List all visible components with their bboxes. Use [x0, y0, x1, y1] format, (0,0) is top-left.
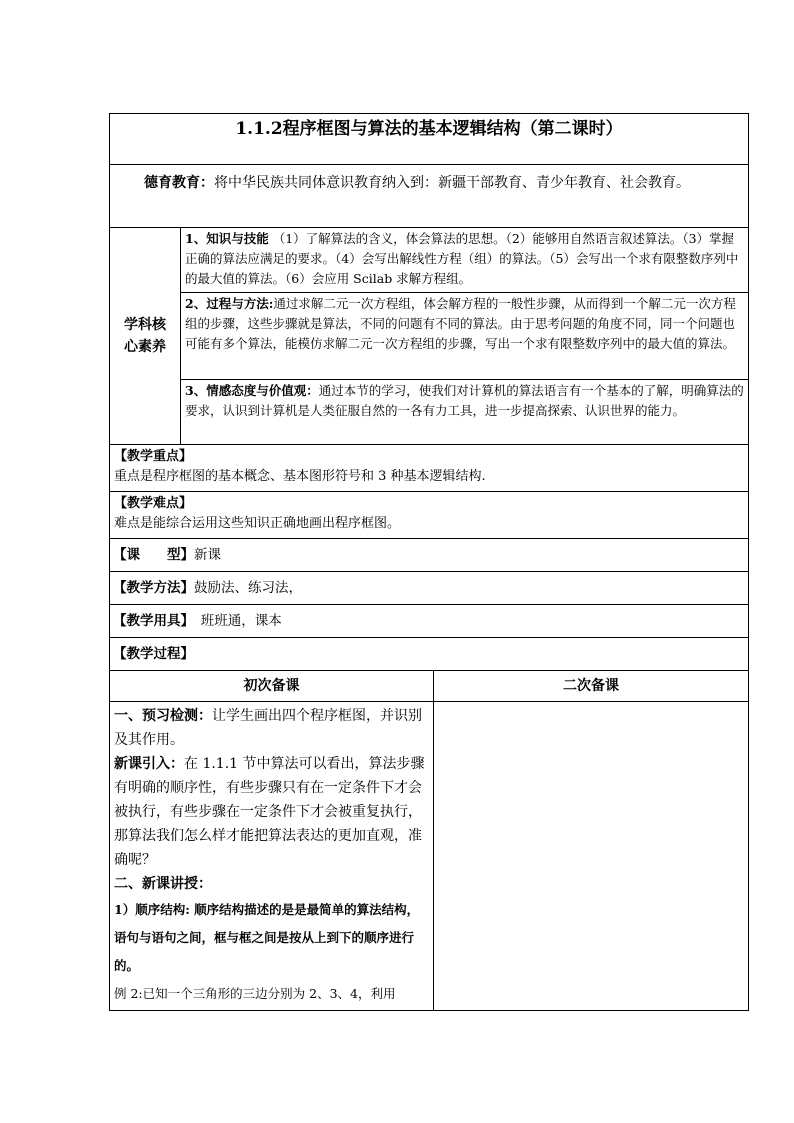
moral-education-text: 将中华民族共同体意识教育纳入到：新疆干部教育、青少年教育、社会教育。 — [214, 175, 690, 191]
process-method-text: 通过求解二元一次方程组，体会解方程的一般性步骤，从而得到一个解二元一次方程组的步骤，这些步骤就是算法，不同的问题有不同的算法。由于思考问题的角度不同，同一个问题也可能有多个算法，能模仿求解二元一次方程组的步骤，写出一个求有限整数序列中的最大值的算法。 — [185, 296, 736, 351]
emotion-values-label: 3、情感态度与价值观： — [185, 383, 319, 398]
teaching-tools-label: 【教学用具】 — [113, 613, 188, 629]
teaching-difficulty — [110, 492, 749, 539]
teaching-tools — [110, 605, 749, 638]
preview-check-label: 一、预习检测： — [114, 708, 212, 724]
teaching-method-label: 【教学方法】 — [113, 580, 194, 596]
introduction-label: 新课引入： — [114, 756, 184, 772]
second-prep-content — [434, 702, 749, 1011]
teaching-focus-label: 【教学重点】 — [114, 449, 193, 464]
process-method-label: 2、过程与方法: — [185, 296, 274, 311]
emotion-values-text: 通过本节的学习，使我们对计算机的算法语言有一个基本的了解，明确算法的要求，认识到计算机是人类征服自然的一各有力工具，进一步提高探索、认识世界的能力。 — [185, 383, 744, 418]
first-prep-header: 初次备课 — [110, 671, 434, 702]
teaching-difficulty-label: 【教学难点】 — [114, 496, 193, 511]
introduction-text: 在 1.1.1 节中算法可以看出，算法步骤有明确的顺序性，有些步骤只有在一定条件下才会被执行，有些步骤在一定条件下才会被重复执行，那算法我们怎么样才能把算法表达的更加直观，准确呢？ — [114, 756, 425, 868]
lesson-type-label: 【课 型】 — [113, 547, 194, 563]
lesson-table — [109, 113, 749, 1011]
teaching-difficulty-text: 难点是能综合运用这些知识正确地画出程序框图。 — [114, 516, 401, 531]
preview-check — [114, 704, 429, 752]
knowledge-skills — [181, 228, 749, 293]
teaching-process-label: 【教学过程】 — [113, 646, 194, 662]
page-title: 1.1.2程序框图与算法的基本逻辑结构（第二课时） — [110, 114, 749, 165]
knowledge-skills-text: （1）了解算法的含义，体会算法的思想。（2）能够用自然语言叙述算法。（3）掌握正确的算法应满足的要求。（4）会写出解线性方程（组）的算法。（5）会写出一个求有限整数序列中的最大值的算法。（6）会应用 Scilab 求解方程组。 — [185, 231, 739, 286]
first-prep-content — [110, 702, 434, 1011]
moral-education — [110, 165, 749, 228]
knowledge-skills-label: 1、知识与技能 — [185, 231, 269, 246]
process-method — [181, 293, 749, 380]
preview-check-text: 让学生画出四个程序框图，并识别及其作用。 — [114, 708, 422, 748]
new-lesson-heading: 二、新课讲授： — [114, 876, 212, 892]
second-prep-header: 二次备课 — [434, 671, 749, 702]
emotion-values — [181, 380, 749, 445]
teaching-process — [110, 638, 749, 671]
example-2: 例 2:已知一个三角形的三边分别为 2、3、4，利用 — [114, 986, 396, 1001]
lesson-plan — [109, 113, 748, 1011]
teaching-method-text: 鼓励法、练习法， — [194, 580, 302, 596]
lesson-type — [110, 539, 749, 572]
teaching-method — [110, 572, 749, 605]
teaching-focus — [110, 445, 749, 492]
moral-education-label: 德育教育： — [144, 175, 214, 191]
core-literacy-label: 学科核 心素养 — [110, 228, 181, 445]
lesson-type-text: 新课 — [194, 547, 221, 563]
sequence-structure: 1）顺序结构: 顺序结构描述的是是最简单的算法结构，语句与语句之间，框与框之间是按从上到下的顺序进行的。 — [114, 902, 420, 973]
teaching-focus-text: 重点是程序框图的基本概念、基本图形符号和 3 种基本逻辑结构. — [114, 469, 486, 484]
teaching-tools-text: 班班通，课本 — [187, 613, 282, 629]
introduction — [114, 752, 429, 872]
